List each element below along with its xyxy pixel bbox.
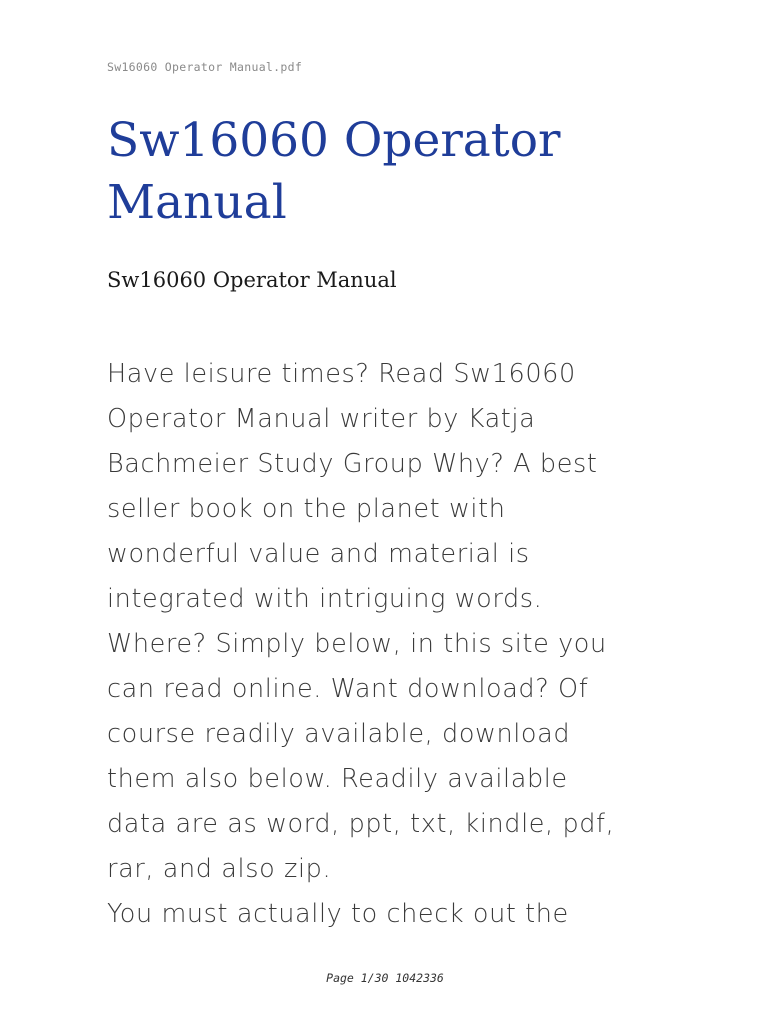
- page-number-footer: Page 1/30 1042336: [326, 971, 444, 985]
- body-line: can read online. Want download? Of: [107, 674, 589, 704]
- body-line: Where? Simply below, in this site you: [107, 629, 607, 659]
- body-line: integrated with intriguing words.: [107, 584, 543, 614]
- body-line: data are as word, ppt, txt, kindle, pdf,: [107, 809, 615, 839]
- header-filename: Sw16060 Operator Manual.pdf: [107, 60, 303, 74]
- body-line: seller book on the planet with: [107, 494, 506, 524]
- document-subtitle: Sw16060 Operator Manual: [107, 268, 397, 292]
- body-line: them also below. Readily available: [107, 764, 568, 794]
- body-line: course readily available, download: [107, 719, 571, 749]
- body-line: Bachmeier Study Group Why? A best: [107, 449, 598, 479]
- body-paragraph: [107, 352, 677, 937]
- body-line: wonderful value and material is: [107, 539, 530, 569]
- body-line: You must actually to check out the: [107, 899, 569, 929]
- body-line: rar, and also zip.: [107, 854, 332, 884]
- document-title: Sw16060 Operator Manual: [107, 113, 561, 230]
- body-line: Have leisure times? Read Sw16060: [107, 359, 576, 389]
- body-line: Operator Manual writer by Katja: [107, 404, 536, 434]
